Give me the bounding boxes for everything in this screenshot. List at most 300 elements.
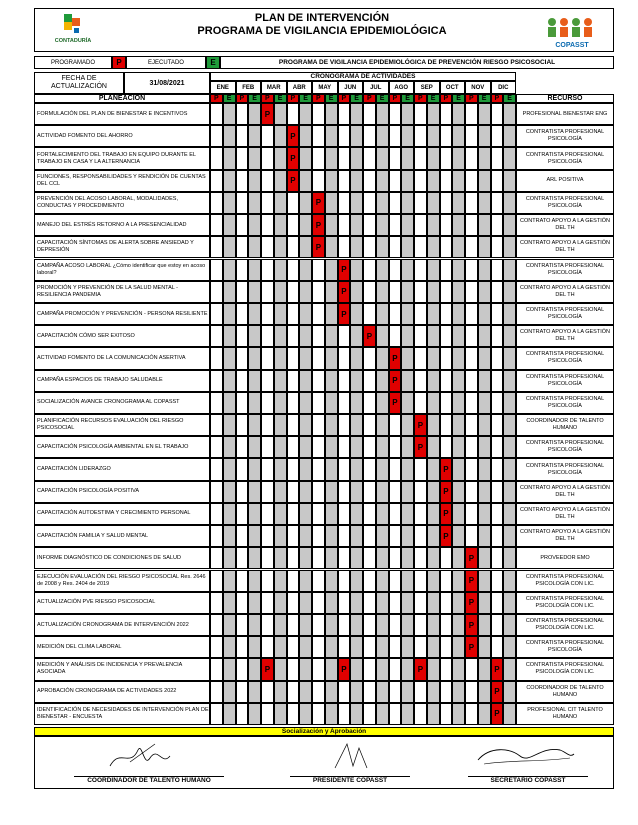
activity-text: MEDICIÓN Y ANÁLISIS DE INCIDENCIA Y PREVALENCIA ASOCIADA [34, 658, 210, 680]
schedule-cell [325, 214, 338, 236]
resource-cell: COORDINADOR DE TALENTO HUMANO [516, 414, 614, 436]
programado-mark: P [338, 281, 351, 303]
schedule-cell [274, 636, 287, 658]
schedule-cell [338, 414, 351, 436]
schedule-cell [274, 592, 287, 614]
schedule-cell [236, 658, 249, 680]
schedule-cell [248, 458, 261, 480]
schedule-cell [287, 614, 300, 636]
schedule-cell [325, 525, 338, 547]
schedule-cell [223, 458, 236, 480]
schedule-cell [325, 392, 338, 414]
schedule-cell [350, 259, 363, 281]
schedule-cell [210, 436, 223, 458]
activity-text: PREVENCIÓN DEL ACOSO LABORAL, MODALIDADES, CONDUCTAS Y PROCEDIMIENTO [34, 192, 210, 214]
schedule-cell [248, 570, 261, 592]
schedule-cell [274, 547, 287, 569]
schedule-cell [325, 570, 338, 592]
schedule-cell [427, 281, 440, 303]
schedule-cell [440, 214, 453, 236]
schedule-cell [503, 370, 516, 392]
resource-cell: CONTRATISTA PROFESIONAL PSICOLOGÍA [516, 458, 614, 480]
schedule-cell [312, 481, 325, 503]
schedule-cell [338, 103, 351, 125]
table-row [34, 481, 614, 503]
table-row [34, 658, 614, 680]
table-row [34, 547, 614, 569]
programado-mark: P [440, 481, 453, 503]
schedule-cell [440, 703, 453, 725]
schedule-cell [376, 436, 389, 458]
socializacion-band: Socialización y Aprobación [34, 727, 614, 736]
schedule-cell [491, 614, 504, 636]
schedule-cell [350, 147, 363, 169]
planeacion-header: PLANEACIÓN [34, 94, 210, 103]
month-header-dic: DIC [491, 81, 517, 94]
schedule-cell [427, 636, 440, 658]
table-row [34, 192, 614, 214]
schedule-cell [478, 703, 491, 725]
schedule-cell [414, 103, 427, 125]
schedule-cell [478, 570, 491, 592]
resource-cell: CONTRATISTA PROFESIONAL PSICOLOGÍA [516, 370, 614, 392]
schedule-cell [363, 370, 376, 392]
schedule-cell [299, 570, 312, 592]
schedule-cell [440, 281, 453, 303]
schedule-cell [478, 259, 491, 281]
schedule-cell [210, 147, 223, 169]
schedule-cell [223, 347, 236, 369]
schedule-cell [414, 192, 427, 214]
schedule-cell [440, 592, 453, 614]
schedule-cell [299, 592, 312, 614]
schedule-cell [363, 414, 376, 436]
schedule-cell [478, 481, 491, 503]
schedule-cell [465, 481, 478, 503]
activity-text: MEDICIÓN DEL CLIMA LABORAL [34, 636, 210, 658]
schedule-cell [414, 614, 427, 636]
schedule-cell [440, 392, 453, 414]
schedule-cell [478, 681, 491, 703]
schedule-cell [363, 259, 376, 281]
schedule-cell [312, 414, 325, 436]
programado-mark: P [440, 525, 453, 547]
schedule-cell [376, 325, 389, 347]
schedule-cell [236, 525, 249, 547]
schedule-cell [287, 592, 300, 614]
schedule-cell [287, 525, 300, 547]
schedule-cell [401, 147, 414, 169]
resource-cell: CONTRATO APOYO A LA GESTIÓN DEL TH [516, 214, 614, 236]
resource-cell: CONTRATISTA PROFESIONAL PSICOLOGÍA [516, 259, 614, 281]
schedule-cell [401, 592, 414, 614]
schedule-cell [414, 303, 427, 325]
schedule-cell [414, 147, 427, 169]
schedule-cell [287, 658, 300, 680]
schedule-cell [248, 103, 261, 125]
schedule-cell [414, 325, 427, 347]
schedule-cell [325, 547, 338, 569]
schedule-cell [236, 458, 249, 480]
schedule-cell [350, 214, 363, 236]
schedule-cell [248, 503, 261, 525]
schedule-cell [478, 547, 491, 569]
schedule-cell [401, 614, 414, 636]
table-row [34, 570, 614, 592]
schedule-cell [287, 703, 300, 725]
schedule-cell [452, 325, 465, 347]
ejecutado-column-header: E [223, 94, 236, 103]
ejecutado-column-header: E [376, 94, 389, 103]
title-line-2: PROGRAMA DE VIGILANCIA EPIDEMIOLÓGICA [197, 25, 447, 37]
schedule-cell [427, 703, 440, 725]
ejecutado-column-header: E [452, 94, 465, 103]
schedule-cell [338, 347, 351, 369]
schedule-cell [350, 436, 363, 458]
resource-cell: CONTRATO APOYO A LA GESTIÓN DEL TH [516, 236, 614, 258]
schedule-cell [389, 281, 402, 303]
schedule-cell [210, 303, 223, 325]
schedule-cell [389, 192, 402, 214]
schedule-cell [465, 125, 478, 147]
schedule-cell [401, 281, 414, 303]
schedule-cell [465, 303, 478, 325]
schedule-cell [338, 370, 351, 392]
schedule-cell [248, 281, 261, 303]
schedule-cell [401, 236, 414, 258]
schedule-cell [427, 103, 440, 125]
activity-text: FORTALECIMIENTO DEL TRABAJO EN EQUIPO DURANTE EL TRABAJO EN CASA Y LA ALTERNANCIA [34, 147, 210, 169]
table-row [34, 436, 614, 458]
schedule-cell [452, 125, 465, 147]
schedule-cell [210, 192, 223, 214]
schedule-cell [261, 392, 274, 414]
schedule-cell [491, 436, 504, 458]
programado-mark: P [440, 503, 453, 525]
schedule-cell [503, 681, 516, 703]
schedule-cell [312, 636, 325, 658]
schedule-cell [299, 525, 312, 547]
schedule-cell [491, 303, 504, 325]
signature-coordinador: COORDINADOR DE TALENTO HUMANO [74, 776, 224, 784]
schedule-cell [363, 103, 376, 125]
schedule-cell [287, 303, 300, 325]
schedule-cell [287, 414, 300, 436]
schedule-cell [261, 503, 274, 525]
schedule-cell [261, 547, 274, 569]
schedule-cell [223, 170, 236, 192]
activity-text: FORMULACIÓN DEL PLAN DE BIENESTAR E INCENTIVOS [34, 103, 210, 125]
schedule-cell [210, 570, 223, 592]
activity-text: CAPACITACIÓN LIDERAZGO [34, 458, 210, 480]
schedule-cell [465, 703, 478, 725]
schedule-cell [274, 681, 287, 703]
schedule-cell [223, 303, 236, 325]
schedule-cell [325, 125, 338, 147]
cronograma-label: CRONOGRAMA DE ACTIVIDADES [210, 72, 516, 81]
resource-cell: CONTRATISTA PROFESIONAL PSICOLOGÍA CON LIC. [516, 570, 614, 592]
schedule-cell [440, 325, 453, 347]
schedule-cell [465, 392, 478, 414]
schedule-cell [312, 170, 325, 192]
schedule-cell [414, 570, 427, 592]
resource-cell: CONTRATISTA PROFESIONAL PSICOLOGÍA CON LIC. [516, 592, 614, 614]
schedule-cell [427, 570, 440, 592]
table-row [34, 303, 614, 325]
schedule-cell [312, 103, 325, 125]
schedule-cell [491, 192, 504, 214]
schedule-cell [312, 503, 325, 525]
schedule-cell [389, 525, 402, 547]
schedule-cell [401, 370, 414, 392]
schedule-cell [478, 192, 491, 214]
schedule-cell [491, 525, 504, 547]
schedule-cell [389, 103, 402, 125]
month-header-abr: ABR [287, 81, 313, 94]
month-header-may: MAY [312, 81, 338, 94]
schedule-cell [376, 570, 389, 592]
table-row [34, 170, 614, 192]
schedule-cell [503, 303, 516, 325]
activity-text: PLANIFICACIÓN RECURSOS EVALUACIÓN DEL RIESGO PSICOSOCIAL [34, 414, 210, 436]
schedule-cell [389, 636, 402, 658]
ejecutado-column-header: E [274, 94, 287, 103]
schedule-cell [478, 414, 491, 436]
schedule-cell [440, 636, 453, 658]
table-row [34, 392, 614, 414]
schedule-cell [414, 281, 427, 303]
ejecutado-column-header: E [401, 94, 414, 103]
schedule-cell [401, 570, 414, 592]
schedule-cell [210, 592, 223, 614]
schedule-cell [274, 259, 287, 281]
schedule-cell [236, 192, 249, 214]
schedule-cell [287, 481, 300, 503]
schedule-cell [389, 236, 402, 258]
schedule-cell [299, 147, 312, 169]
schedule-cell [376, 525, 389, 547]
schedule-cell [427, 592, 440, 614]
schedule-cell [350, 192, 363, 214]
schedule-cell [350, 236, 363, 258]
schedule-cell [223, 392, 236, 414]
schedule-cell [401, 214, 414, 236]
resource-cell: CONTRATO APOYO A LA GESTIÓN DEL TH [516, 481, 614, 503]
schedule-cell [503, 170, 516, 192]
months-header [210, 81, 516, 94]
month-header-oct: OCT [440, 81, 466, 94]
schedule-cell [223, 147, 236, 169]
schedule-cell [274, 236, 287, 258]
schedule-cell [401, 170, 414, 192]
ejecutado-column-header: E [350, 94, 363, 103]
resource-cell: COORDINADOR DE TALENTO HUMANO [516, 681, 614, 703]
schedule-cell [325, 703, 338, 725]
activity-text: EJECUCIÓN EVALUACIÓN DEL RIESGO PSICOSOCIAL Res. 2646 de 2008 y Res. 2404 de 2019 [34, 570, 210, 592]
schedule-cell [389, 703, 402, 725]
schedule-cell [248, 681, 261, 703]
resource-cell: CONTRATISTA PROFESIONAL PSICOLOGÍA [516, 303, 614, 325]
programado-column-header: P [491, 94, 504, 103]
schedule-cell [338, 525, 351, 547]
programado-mark: P [287, 147, 300, 169]
schedule-cell [414, 592, 427, 614]
ejecutado-column-header: E [478, 94, 491, 103]
programado-mark: P [491, 658, 504, 680]
schedule-cell [491, 214, 504, 236]
schedule-cell [350, 592, 363, 614]
schedule-cell [376, 192, 389, 214]
schedule-cell [440, 192, 453, 214]
table-row [34, 103, 614, 125]
schedule-cell [210, 325, 223, 347]
schedule-cell [248, 636, 261, 658]
schedule-cell [261, 525, 274, 547]
programado-mark: P [363, 325, 376, 347]
schedule-cell [325, 681, 338, 703]
schedule-cell [223, 592, 236, 614]
schedule-cell [401, 325, 414, 347]
schedule-cell [389, 214, 402, 236]
schedule-cell [223, 614, 236, 636]
schedule-cell [312, 436, 325, 458]
schedule-cell [236, 592, 249, 614]
schedule-cell [478, 370, 491, 392]
schedule-cell [261, 370, 274, 392]
activity-text: ACTIVIDAD FOMENTO DE LA COMUNICACIÓN ASERTIVA [34, 347, 210, 369]
resource-cell: CONTRATISTA PROFESIONAL PSICOLOGÍA [516, 125, 614, 147]
programado-label: PROGRAMADO [34, 56, 112, 69]
schedule-cell [299, 458, 312, 480]
schedule-cell [287, 503, 300, 525]
table-row [34, 236, 614, 258]
schedule-cell [274, 170, 287, 192]
activity-text: ACTIVIDAD FOMENTO DEL AHORRO [34, 125, 210, 147]
programado-mark: P [414, 436, 427, 458]
schedule-cell [376, 503, 389, 525]
schedule-cell [223, 236, 236, 258]
schedule-cell [452, 281, 465, 303]
activity-text: CAPACITACIÓN CÓMO SER EXITOSO [34, 325, 210, 347]
table-row [34, 681, 614, 703]
schedule-cell [299, 436, 312, 458]
schedule-cell [401, 525, 414, 547]
schedule-cell [338, 481, 351, 503]
schedule-cell [350, 570, 363, 592]
schedule-cell [299, 414, 312, 436]
schedule-cell [299, 658, 312, 680]
schedule-cell [325, 458, 338, 480]
schedule-cell [299, 614, 312, 636]
schedule-cell [312, 392, 325, 414]
schedule-cell [503, 147, 516, 169]
schedule-cell [427, 436, 440, 458]
schedule-cell [389, 658, 402, 680]
resource-cell: PROFESIONAL CIT TALENTO HUMANO [516, 703, 614, 725]
schedule-cell [363, 458, 376, 480]
table-row [34, 592, 614, 614]
schedule-cell [440, 103, 453, 125]
schedule-cell [287, 214, 300, 236]
schedule-cell [299, 303, 312, 325]
schedule-cell [389, 325, 402, 347]
schedule-cell [503, 236, 516, 258]
schedule-cell [236, 103, 249, 125]
recurso-header: RECURSO [516, 94, 614, 103]
schedule-cell [414, 681, 427, 703]
schedule-cell [503, 614, 516, 636]
schedule-cell [350, 547, 363, 569]
schedule-cell [440, 303, 453, 325]
schedule-cell [440, 681, 453, 703]
schedule-cell [452, 703, 465, 725]
schedule-cell [363, 636, 376, 658]
schedule-cell [223, 658, 236, 680]
schedule-cell [312, 658, 325, 680]
schedule-cell [414, 703, 427, 725]
schedule-cell [261, 170, 274, 192]
month-header-ene: ENE [210, 81, 236, 94]
schedule-cell [440, 347, 453, 369]
schedule-cell [389, 259, 402, 281]
schedule-cell [376, 303, 389, 325]
schedule-cell [478, 303, 491, 325]
schedule-cell [491, 592, 504, 614]
table-row [34, 458, 614, 480]
schedule-cell [223, 370, 236, 392]
schedule-cell [414, 347, 427, 369]
schedule-cell [478, 658, 491, 680]
schedule-cell [389, 303, 402, 325]
schedule-cell [236, 414, 249, 436]
schedule-cell [274, 436, 287, 458]
schedule-cell [465, 325, 478, 347]
schedule-cell [287, 347, 300, 369]
schedule-cell [287, 436, 300, 458]
schedule-cell [236, 636, 249, 658]
schedule-cell [376, 636, 389, 658]
schedule-cell [350, 681, 363, 703]
schedule-cell [312, 281, 325, 303]
resource-cell: CONTRATO APOYO A LA GESTIÓN DEL TH [516, 503, 614, 525]
schedule-cell [236, 236, 249, 258]
title-line-1: PLAN DE INTERVENCIÓN [254, 12, 390, 24]
schedule-cell [376, 414, 389, 436]
schedule-cell [325, 436, 338, 458]
schedule-cell [223, 481, 236, 503]
schedule-cell [363, 592, 376, 614]
schedule-cell [338, 458, 351, 480]
schedule-cell [299, 214, 312, 236]
schedule-cell [363, 547, 376, 569]
schedule-cell [465, 170, 478, 192]
schedule-cell [452, 592, 465, 614]
schedule-cell [338, 192, 351, 214]
schedule-cell [236, 147, 249, 169]
schedule-cell [287, 636, 300, 658]
schedule-cell [363, 192, 376, 214]
schedule-cell [261, 281, 274, 303]
programado-column-header: P [414, 94, 427, 103]
signature-3-image [470, 738, 580, 774]
schedule-cell [261, 636, 274, 658]
schedule-cell [465, 681, 478, 703]
schedule-cell [338, 436, 351, 458]
schedule-cell [261, 214, 274, 236]
schedule-cell [465, 414, 478, 436]
schedule-cell [350, 281, 363, 303]
schedule-cell [363, 392, 376, 414]
